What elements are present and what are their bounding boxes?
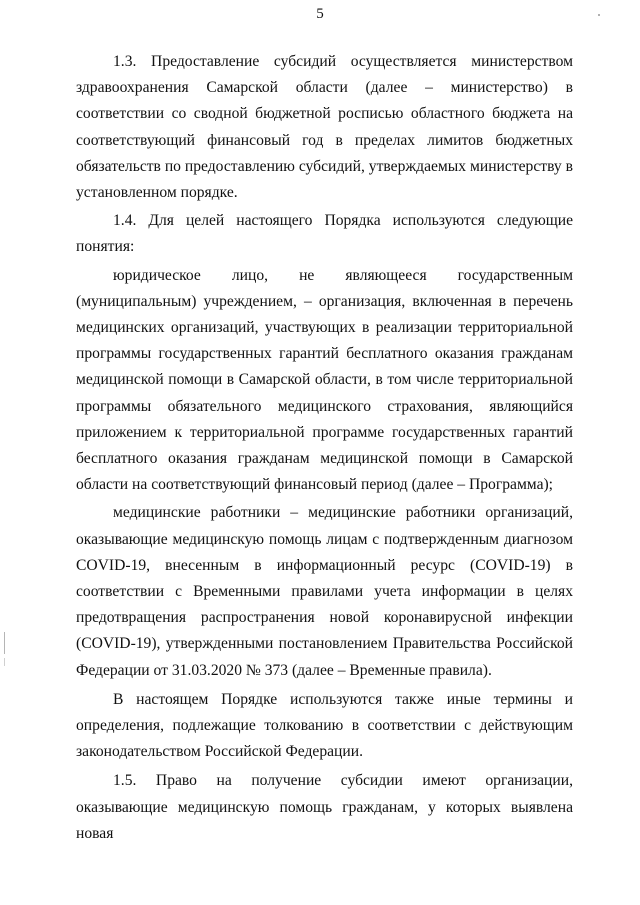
scan-speck — [598, 14, 600, 16]
page-number: 5 — [316, 6, 324, 22]
paragraph-1-5: 1.5. Право на получение субсидии имеют организации, оказывающие медицинскую помощь гражданам, у которых выявлена новая — [76, 772, 573, 842]
left-margin-mark — [4, 632, 5, 654]
document-body — [76, 49, 573, 847]
definition-medical-workers: медицинские работники – медицинские работники организаций, оказывающие медицинскую помощь лицам с подтвержденным диагнозом COVID-19, внесенным в информационный ресурс (COVID-19) в соответствии с Временными правилами учета информации в целях предотвращения распространения новой коронавирусной инфекции (COVID-19), утвержденными постановлением Правительства Российской Федерации от 31.03.2020 № 373 (далее – Временные правила). — [76, 504, 573, 679]
definition-legal-entity: юридическое лицо, не являющееся государственным (муниципальным) учреждением, – организация, включенная в перечень медицинских организаций, участвующих в реализации территориальной программы государственных гарантий бесплатного оказания гражданам медицинской помощи в Самарской области, в том числе территориальной программы обязательного медицинского страхования, являющийся приложением к территориальной программе государственных гарантий бесплатного оказания гражданам медицинской помощи в Самарской области на соответствующий финансовый период (далее – Программа); — [76, 266, 573, 494]
paragraph-1-3: 1.3. Предоставление субсидий осуществляется министерством здравоохранения Самарской области (далее – министерство) в соответствии со сводной бюджетной росписью областного бюджета на соответствующий финансовый год в пределах лимитов бюджетных обязательств по предоставлению субсидий, утверждаемых министерству в установленном порядке. — [76, 53, 573, 202]
paragraph-other-terms: В настоящем Порядке используются также иные термины и определения, подлежащие толкованию в соответствии с действующим законодательством Российской Федерации. — [76, 690, 573, 761]
paragraph-1-4: 1.4. Для целей настоящего Порядка используются следующие понятия: — [76, 212, 573, 256]
left-margin-mark — [4, 658, 5, 666]
